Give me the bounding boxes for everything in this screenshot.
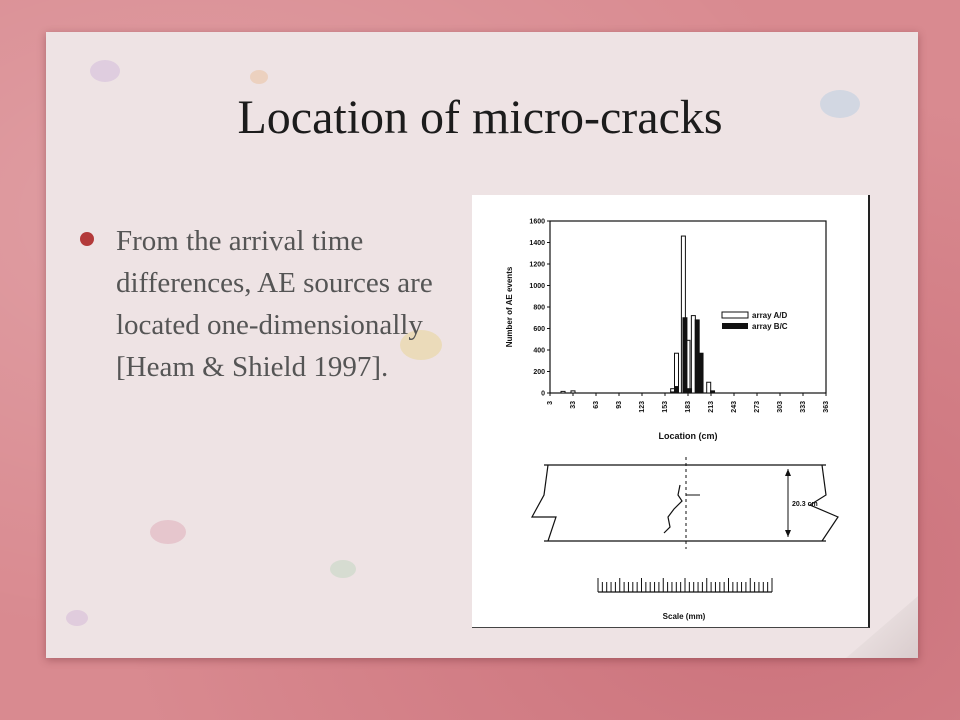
y-tick-label: 1000 xyxy=(529,283,545,290)
x-axis-label: Location (cm) xyxy=(658,431,718,441)
y-tick-label: 600 xyxy=(533,326,545,333)
x-tick-label: 33 xyxy=(570,401,577,409)
figure-svg xyxy=(472,195,868,627)
y-tick-label: 1200 xyxy=(529,261,545,269)
bar-b-c xyxy=(683,318,687,393)
break-line-left xyxy=(532,465,556,541)
dimension-arrow-top xyxy=(785,469,791,476)
x-tick-label: 123 xyxy=(639,401,646,413)
y-tick-label: 800 xyxy=(533,304,545,312)
bullet-text: From the arrival time differences, AE sources are located one-dimensionally [Heam & Shield 1997]. xyxy=(116,225,433,383)
crack-path xyxy=(664,485,682,533)
x-tick-label: 153 xyxy=(662,401,669,413)
x-tick-label: 273 xyxy=(754,401,761,413)
bar-b-c xyxy=(711,391,715,393)
bar-b-c xyxy=(688,389,692,393)
scale-bar xyxy=(598,578,772,592)
bar-b-c xyxy=(675,387,679,393)
decor-splash xyxy=(150,520,186,544)
bar-b-c xyxy=(699,353,703,393)
y-tick-label: 400 xyxy=(533,347,545,355)
ae-figure xyxy=(472,195,870,628)
x-tick-label: 63 xyxy=(593,401,600,409)
legend-swatch-solid xyxy=(722,323,748,329)
y-tick-label: 200 xyxy=(533,369,545,376)
decor-splash xyxy=(330,560,356,578)
legend xyxy=(722,311,788,331)
bullet-dot-icon xyxy=(80,232,94,246)
decor-splash xyxy=(90,60,120,82)
y-tick-label: 0 xyxy=(541,390,545,398)
x-tick-label: 93 xyxy=(616,401,623,409)
x-tick-label: 333 xyxy=(800,401,807,413)
x-tick-label: 363 xyxy=(823,401,830,413)
dimension-label: 20.3 cm xyxy=(792,501,818,508)
slide-title: Location of micro-cracks xyxy=(237,91,723,144)
y-tick-label: 1600 xyxy=(529,218,545,226)
legend-swatch-hollow xyxy=(722,312,748,318)
bullet-list xyxy=(80,220,440,388)
decor-splash xyxy=(66,610,88,626)
x-tick-label: 243 xyxy=(731,401,738,413)
legend-label-0: array A/D xyxy=(752,311,788,320)
specimen-diagram xyxy=(532,457,838,549)
y-axis-label: Number of AE events xyxy=(505,266,514,348)
x-tick-label: 303 xyxy=(777,401,784,413)
scale-label: Scale (mm) xyxy=(662,612,706,621)
bar-a-d xyxy=(561,391,565,393)
x-tick-label: 3 xyxy=(547,401,554,405)
y-tick-label: 1400 xyxy=(529,240,545,247)
x-tick-label: 183 xyxy=(685,401,692,413)
dimension-arrow-bottom xyxy=(785,530,791,537)
decor-splash xyxy=(250,70,268,84)
legend-label-1: array B/C xyxy=(752,322,788,331)
bar-a-d xyxy=(571,391,575,393)
x-tick-label: 213 xyxy=(708,401,715,413)
